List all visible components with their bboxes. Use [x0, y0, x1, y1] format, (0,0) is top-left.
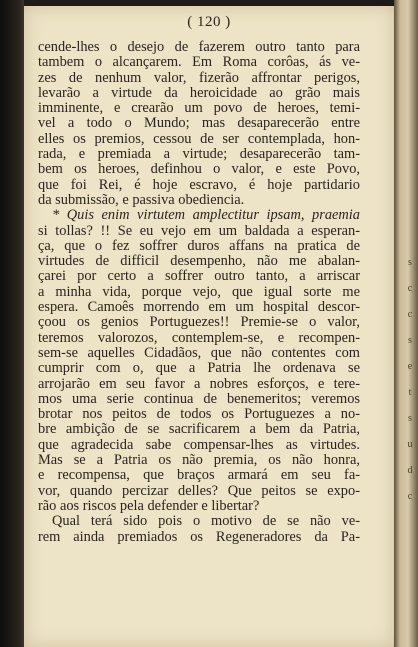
text-line: vel a todo o Mundo; mas desaparecerão entre [38, 115, 360, 132]
text-line: cumprir com o, que a Patria lhe ordenava se [38, 360, 360, 377]
facing-page-glyphs: s c c s e t s u d c [407, 257, 413, 502]
text-line: çarei por certo a soffrer outro tanto, a arriscar [38, 268, 360, 285]
text-line: vor, quando percizar delles? Que peitos se expo- [38, 482, 360, 499]
page-number: ( 120 ) [187, 14, 231, 30]
text-line: a minha vida, porque vejo, que igual sorte me [38, 283, 360, 300]
text-line: Qual terá sido pois o motivo de se não ve- [52, 513, 360, 530]
text-line: brotar nos peitos de todos os Portuguezes a no- [38, 406, 360, 423]
text-line: zes de nenhum valor, fizerão affrontar perigos, [38, 69, 360, 86]
latin-quote-line: * Quis enim virtutem amplectitur ipsam, praemia [52, 207, 360, 224]
text-line: da submissão, e passiva obediencia. [38, 191, 245, 208]
text-line: tambem o alcançarem. Em Roma corôas, ás ve- [38, 54, 360, 71]
text-line: rem ainda premiados os Regeneradores da Pa- [38, 528, 360, 545]
text-line: que foi Rei, é hoje escravo, é hoje partidario [38, 176, 360, 193]
text-line: çoou os genios Portuguezes!! Premie-se o valor, [38, 314, 360, 331]
text-line: Mas se a Patria os não premia, os não honra, [38, 452, 360, 469]
text-line: ça, que o fez soffrer duros affans na pratica de [38, 237, 360, 254]
text-line: que agradecida sabe compensar-lhes as virtudes. [38, 436, 360, 453]
text-line: espera. Camoês morrendo em um hospital descor- [38, 299, 360, 316]
text-line: elles os premios, cessou de ser contemplada, hon- [38, 130, 360, 147]
text-line: levarão a virtude da heroicidade ao grão mais [38, 84, 360, 101]
body-text [38, 40, 360, 545]
text-line: rada, e premiada a virtude; desaparecerão tam- [38, 146, 360, 163]
text-line: rão aos riscos pela defender e libertar? [38, 497, 260, 514]
left-scan-edge [0, 0, 24, 647]
text-line: arrojarão em seu favor a nobres esforços, e tere- [38, 375, 360, 392]
text-line: virtudes de difficil desempenho, não me abalan- [38, 253, 360, 270]
text-line: bre ambição de se sacrificarem a bem da Patria, [38, 421, 360, 438]
text-line: bem os heroes, definhou o valor, e este Povo, [38, 161, 360, 178]
text-line: mos uma serie continua de benemeritos; veremos [38, 390, 360, 407]
text-line: sem-se aquelles Cidadãos, que não contentes com [38, 344, 360, 361]
text-line: si tollas? !! Se eu vejo em um baldada a esperan- [38, 222, 360, 239]
text-line: cende-lhes o desejo de fazerem outro tanto para [38, 39, 360, 55]
text-line: e recompensa, que braços armará em seu fa- [38, 467, 360, 484]
text-line: imminente, e crearão um povo de heroes, temi- [38, 100, 360, 117]
text-line: teremos valorozos, contemplem-se, e recompen- [38, 329, 360, 346]
